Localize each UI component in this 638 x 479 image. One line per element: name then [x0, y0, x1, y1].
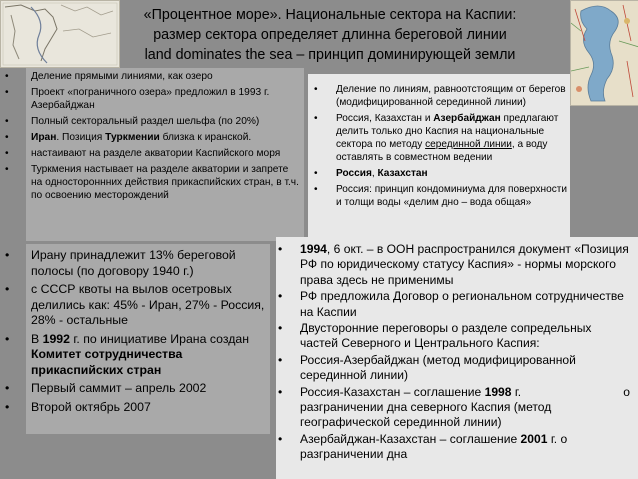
caspian-map-thumbnail-right: [570, 0, 638, 106]
bullet-icon: •: [314, 84, 318, 95]
bullet-icon: •: [314, 184, 318, 195]
list-item: • Туркмения настывает на разделе акватории и запрете на одностороннних действия прикаспийских стран, в т.ч. по освоению месторождений: [5, 164, 299, 201]
bullet-icon: •: [278, 289, 283, 304]
lower-left-list: [5, 248, 267, 418]
list-item: • Ирану принадлежит 13% береговой полосы (по договору 1940 г.): [5, 248, 236, 278]
bullet-icon: •: [5, 381, 10, 395]
list-item: • Двусторонние переговоры о разделе сопредельных частей Северного и Центрального Каспия:: [278, 321, 592, 351]
list-item: • Азербайджан-Казахстан – соглашение 2001 г. о разграничении дна: [278, 431, 568, 462]
list-item: • Россия-Азербайджан (метод модифицированной серединной линии): [278, 352, 576, 383]
list-item: • настаивают на разделе акватории Каспийского моря: [5, 148, 281, 159]
caspian-map-thumbnail-left: [0, 0, 120, 68]
title-line-3: land dominates the sea – принцип доминирующей земли: [144, 47, 516, 63]
list-item: • В 1992 г. по инициативе Ирана создан Комитет сотрудничества прикаспийских стран: [5, 331, 250, 377]
bullet-icon: •: [5, 148, 9, 159]
list-item: • Первый саммит – апрель 2002: [5, 381, 207, 395]
title-line-1: «Процентное море». Национальные сектора на Каспии:: [143, 7, 517, 23]
bullet-icon: •: [314, 168, 318, 179]
list-item: • Проект «пограничного озера» предложил в 1993 г. Азербайджан: [5, 87, 270, 111]
bullet-icon: •: [5, 164, 9, 175]
list-item: • Второй октябрь 2007: [5, 399, 151, 414]
bullet-icon: •: [314, 113, 318, 124]
bullet-icon: •: [278, 431, 283, 446]
upper-right-list: [314, 83, 570, 212]
bullet-icon: •: [5, 87, 9, 98]
title-line-2: размер сектора определяет длинна береговой линии: [153, 27, 507, 43]
list-item: • Россия, Казахстан и Азербайджан предлагают делить только дно Каспия на национальные сектора по методу серединной линии, а воду оставлять в совместном ведении: [314, 113, 559, 163]
list-item: • Россия, Казахстан: [314, 168, 428, 179]
map-right-drawing: [571, 1, 638, 105]
list-item: • Деление прямыми линиями, как озеро: [5, 71, 213, 82]
list-item: • РФ предложила Договор о региональном сотрудничестве на Каспии: [278, 289, 624, 319]
bullet-icon: •: [5, 248, 10, 262]
list-item: • Россия: принцип кондоминиума для поверхности и толщи воды «делим дно – вода общая»: [314, 184, 568, 208]
list-item: • Деление по линиям, равноотстоящим от берегов (модифицированной серединной линии): [314, 84, 566, 108]
bullet-icon: •: [5, 282, 10, 296]
slide-title: [104, 5, 556, 65]
list-item: • Иран. Позиция Туркмении близка к иранской.: [5, 132, 252, 143]
bullet-icon: •: [5, 399, 10, 414]
bullet-icon: •: [278, 242, 283, 256]
bullet-icon: •: [278, 384, 283, 399]
bullet-icon: •: [278, 321, 283, 336]
list-item: • Полный секторальный раздел шельфа (по 20%): [5, 116, 260, 127]
list-item: • Россия-Казахстан – соглашение 1998 г. о разграничении дна северного Каспия (метод географической серединной линии): [278, 384, 630, 430]
bullet-icon: •: [5, 116, 9, 127]
map-left-drawing: [1, 1, 119, 67]
list-item: • 1994, 6 окт. – в ООН распространился документ «Позиция РФ по юридическому статусу Каспия» - нормы морского права здесь не применимы: [278, 242, 629, 287]
bullet-icon: •: [5, 71, 9, 82]
list-item: • с СССР квоты на вылов осетровых делились как: 45% - Иран, 27% - Россия, 28% - остальные: [5, 282, 265, 327]
bullet-icon: •: [5, 132, 9, 143]
lower-right-list: [278, 242, 630, 464]
bullet-icon: •: [278, 352, 283, 367]
bullet-icon: •: [5, 331, 10, 346]
upper-left-list: [5, 70, 301, 205]
